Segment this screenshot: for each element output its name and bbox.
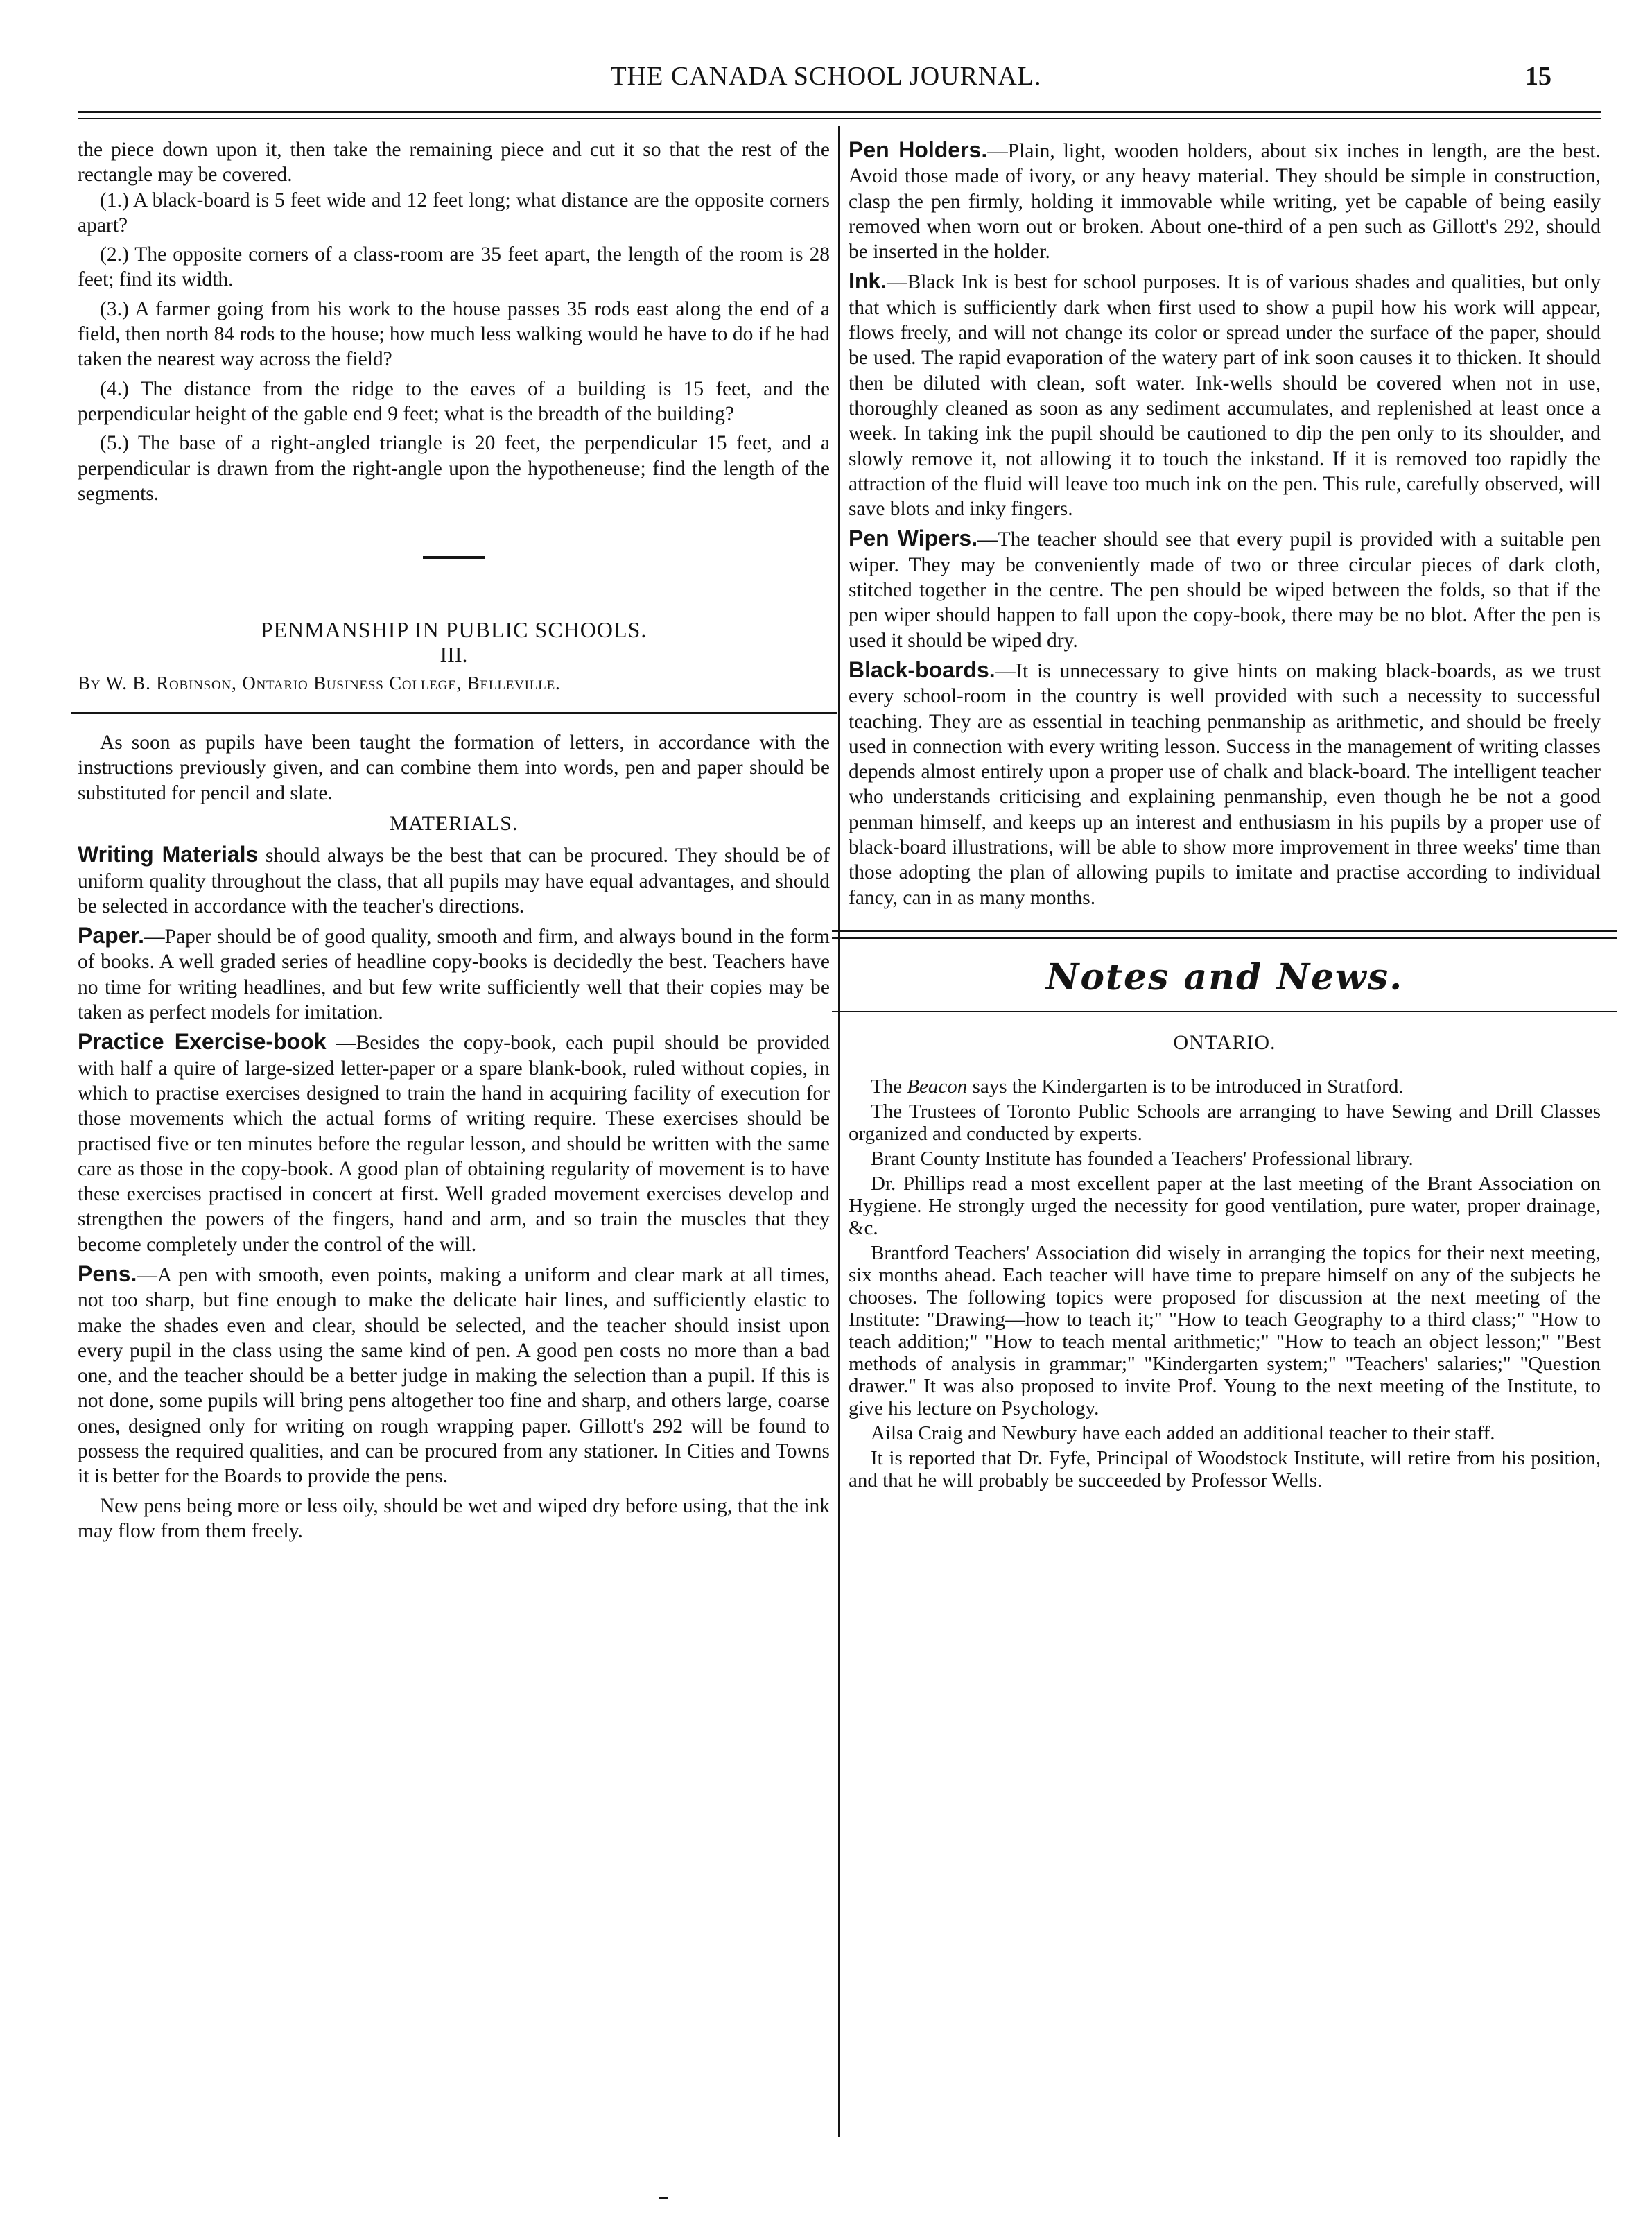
news-item: Dr. Phillips read a most excellent paper at the last meeting of the Brant Association on Hygiene. He strongly urged the necessity for good ventilation, pure water, proper drainage, &c. — [849, 1172, 1601, 1239]
running-title: THE CANADA SCHOOL JOURNAL. — [610, 62, 1042, 91]
problem-2: (2.) The opposite corners of a class-room are 35 feet apart, the length of the room is 28 feet; find its width. — [78, 243, 830, 291]
header-rule-top — [78, 111, 1601, 113]
section-pen-holders — [849, 137, 1601, 264]
section-writing-materials — [78, 842, 830, 919]
problem-5: (5.) The base of a right-angled triangle is 20 feet, the perpendicular 15 feet, and a perpendicular is drawn from the right-angle upon the hypotheneuse; find the length of the segments. — [78, 432, 830, 505]
section-head: Writing Materials — [78, 842, 259, 867]
news-first-rest: says the Kindergarten is to be introduced in Stratford. — [967, 1075, 1404, 1098]
section-body: —Paper should be of good quality, smooth and firm, and always bound in the form of books. A well graded series of headline copy-books is decidedly the best. Teachers have no time for writing headlines, and but few write sufficiently well that their copies may be taken as perfect models for imitation. — [78, 926, 830, 1024]
problem-4: (4.) The distance from the ridge to the eaves of a building is 15 feet, and the perpendicular height of the gable end 9 feet; what is the breadth of the building? — [78, 377, 830, 425]
section-head: Pen Wipers. — [849, 526, 978, 551]
section-body: —Besides the copy-book, each pupil should be provided with half a quire of large-sized letter-paper or a spare blank-book, ruled without copies, in which to practise exercises designed to train the hand in acquiring facility of execution for those movements which the actual forms of writing require. These exercises should be practised five or ten minutes before the regular lesson, and should be written with the same care as those in the copy-book. A good plan of obtaining regularity of movement is to have these exercises practised in concert at first. Well graded movement exercises develop and strengthen the powers of the fingers, hand and arm, and so train the muscles that they become completely under the control of the will. — [78, 1032, 830, 1256]
section-body: —Plain, light, wooden holders, about six inches in length, are the best. Avoid those made of ivory, or any heavy material. They should be simple in construction, clasp the pen firmly, holding it immovable while writing, yet be capable of being easily removed when worn out or broken. About one-third of a pen such as Gillott's 292, should be inserted in the holder. — [849, 140, 1601, 263]
news-item: Ailsa Craig and Newbury have each added an additional teacher to their staff. — [871, 1421, 1495, 1444]
section-paper — [78, 923, 830, 1025]
section-body: —A pen with smooth, even points, making a uniform and clear mark at all times, not too sharp, but fine enough to make the delicate hair lines, and sufficiently elastic to make the shades even and clear, should be selected, and the teacher should insist upon every pupil in the class using the same kind of pen. A good pen costs no more than a bad one, and the teacher should be a better judge in making the selection than a pupil. If this is not done, some pupils will bring pens altogether too fine and sharp, and others large, coarse ones, designed only for writing on rough wrapping paper. Gillott's 292 will be found to possess the required qualities, and can be procured from any stationer. In Cities and Towns it is better for the Boards to provide the pens. — [78, 1263, 830, 1488]
section-body: —It is unnecessary to give hints on making black-boards, as we trust every school-room in the country is well provided with such a necessity to successful teaching. They are as essential in teaching penmanship as arithmetic, and should be freely used in connection with every writing lesson. Success in the management of writing classes depends almost entirely upon a proper use of chalk and black-board. The intelligent teacher who understands criticising and explaining penmanship, even though he be not a good penman himself, and keeps up an interest and enthusiasm in his pupils by a proper use of black-board illustrations, will be able to show more improvement in three weeks' time than those adopting the plan of allowing pupils to imitate and practise according to individual fancy, can in as many months. — [849, 659, 1601, 909]
section-body: —Black Ink is best for school purposes. It is of various shades and qualities, but only that which is sufficiently dark when first used to show a pupil how his work will appear, flows freely, and will not change its color or spread under the surface of the paper, should be used. The rapid evaporation of the watery part of ink soon causes it to thicken. It should then be diluted with clean, soft water. Ink-wells should be covered when not in use, thoroughly cleaned as soon as any sediment accumulates, and replenished at least once a week. In taking ink the pupil should be cautioned to dip the pen only to its shoulder, and slowly remove it, not allowing it to touch the inkstand. If it is removed too rapidly the attraction of the fluid will leave too much ink on the pen. This rule, carefully observed, will save blots and inky fingers. — [849, 271, 1601, 521]
notes-subheading: ONTARIO. — [1173, 1031, 1276, 1055]
closing-paragraph: New pens being more or less oily, should be wet and wiped dry before using, that the ink may flow from them freely. — [78, 1494, 830, 1542]
notes-banner: Notes and News. — [1045, 955, 1404, 998]
byline-rule — [71, 712, 837, 714]
section-ink — [849, 268, 1601, 521]
column-divider — [838, 126, 840, 2137]
section-pens — [78, 1261, 830, 1489]
notes-top-rule — [832, 930, 1617, 939]
news-item: The Trustees of Toronto Public Schools are arranging to have Sewing and Drill Classes organized and conducted by experts. — [849, 1100, 1601, 1145]
header-rule-bottom — [78, 118, 1601, 119]
continued-fragment: the piece down upon it, then take the remaining piece and cut it so that the rest of the rectangle may be covered. — [78, 139, 830, 187]
section-head: Paper. — [78, 923, 145, 949]
article-number: III. — [440, 642, 468, 668]
news-item: Brantford Teachers' Association did wisely in arranging the topics for their next meeting, six months ahead. Each teacher will have time to prepare himself on any of the subjects he chooses. The following topics were proposed for discussion at the next meeting of the Institute: "Drawing—how to teach it;" "How to teach Geography to a third class;" "How to teach addition;" "How to teach mental arithmetic;" "How to teach an object lesson;" "Best methods of analysis in grammar;" "Kindergarten system;" "Teachers' salaries;" "Question drawer." It was also proposed to invite Prof. Young to the next meeting of the Institute, to give his lecture on Psychology. — [849, 1241, 1601, 1419]
section-head: Black-boards. — [849, 657, 995, 682]
byline-affiliation: Ontario Business College, Belleville. — [242, 672, 561, 693]
byline — [78, 671, 830, 695]
news-item — [849, 1075, 1601, 1098]
article-title: PENMANSHIP IN PUBLIC SCHOOLS. — [260, 617, 647, 643]
section-pen-wipers — [849, 526, 1601, 652]
materials-heading: MATERIALS. — [389, 811, 519, 835]
right-column — [849, 137, 1601, 1494]
section-body: —The teacher should see that every pupil is provided with a suitable pen wiper. They may be conveniently made of two or three circular pieces of dark cloth, stitched together in the centre. The pen should be wiped between the folds, so that if the pen wiper should happen to fall upon the copy-book, there may be no blot. After the pen is used it should be wiped dry. — [849, 528, 1601, 652]
section-practice-exercise-book — [78, 1029, 830, 1257]
news-first-prefix: The — [871, 1075, 907, 1098]
section-black-boards — [849, 657, 1601, 910]
section-break-rule — [423, 556, 485, 559]
notes-bottom-rule — [832, 1011, 1617, 1012]
section-head: Pen Holders. — [849, 137, 988, 162]
section-head: Ink. — [849, 268, 887, 294]
page-number: 15 — [1525, 62, 1551, 91]
left-column — [78, 137, 830, 1548]
section-body: should always be the best that can be procured. They should be of uniform quality throughout the class, that all pupils may have equal advantages, and should be selected in accordance with the teacher's directions. — [78, 845, 830, 917]
problem-1: (1.) A black-board is 5 feet wide and 12 feet long; what distance are the opposite corners apart? — [78, 189, 830, 236]
news-item: Brant County Institute has founded a Teachers' Professional library. — [871, 1147, 1414, 1170]
intro-paragraph: As soon as pupils have been taught the formation of letters, in accordance with the instructions previously given, and can combine them into words, pen and paper should be substituted for pencil and slate. — [78, 732, 830, 804]
news-first-publication: Beacon — [907, 1075, 968, 1098]
footer-mark — [659, 2197, 668, 2199]
section-head: Pens. — [78, 1261, 137, 1286]
byline-author: By W. B. Robinson, — [78, 672, 237, 693]
news-item: It is reported that Dr. Fyfe, Principal of Woodstock Institute, will retire from his position, and that he will probably be succeeded by Professor Wells. — [849, 1446, 1601, 1491]
section-head: Practice Exercise-book — [78, 1029, 327, 1055]
problem-3: (3.) A farmer going from his work to the house passes 35 rods east along the end of a field, then north 84 rods to the house; how much less walking would he have to do if he had taken the nearest way across the field? — [78, 297, 830, 371]
news-list — [849, 1075, 1601, 1491]
